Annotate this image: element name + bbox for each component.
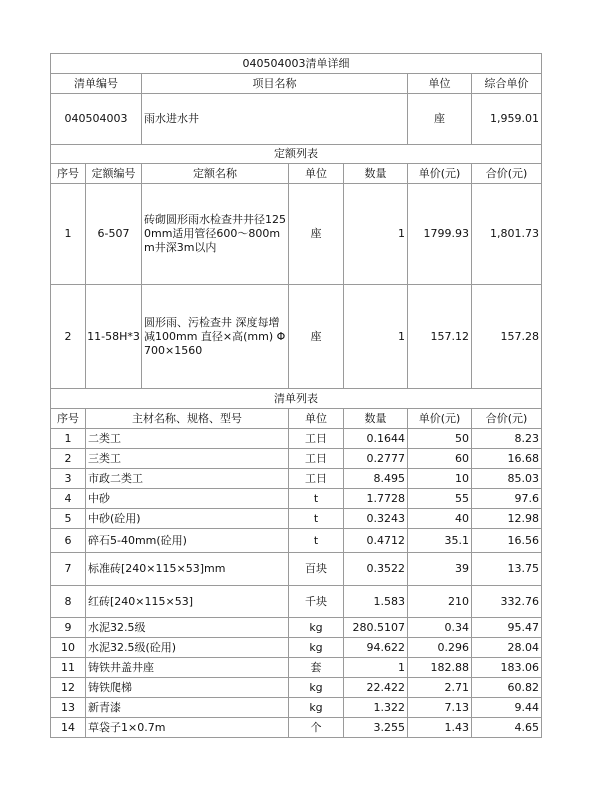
- quota-col-no: 序号: [51, 164, 86, 184]
- quota-qty: 1: [344, 184, 408, 285]
- mat-no: 9: [51, 618, 86, 638]
- mat-qty: 280.5107: [344, 618, 408, 638]
- mat-col-total: 合价(元): [472, 409, 542, 429]
- mat-name: 二类工: [86, 429, 289, 449]
- mat-unit: 千块: [289, 586, 344, 618]
- material-row: [51, 638, 542, 658]
- mat-qty: 8.495: [344, 469, 408, 489]
- mat-name: 水泥32.5级: [86, 618, 289, 638]
- materials-section-title: 清单列表: [51, 389, 542, 409]
- mat-price: 40: [408, 509, 472, 529]
- mat-col-no: 序号: [51, 409, 86, 429]
- material-row: [51, 698, 542, 718]
- mat-qty: 22.422: [344, 678, 408, 698]
- mat-qty: 1.583: [344, 586, 408, 618]
- bill-name: 雨水进水井: [142, 94, 408, 145]
- page-title: 040504003清单详细: [51, 54, 542, 74]
- quota-no: 2: [51, 285, 86, 389]
- mat-price: 50: [408, 429, 472, 449]
- mat-total: 85.03: [472, 469, 542, 489]
- mat-unit: 工日: [289, 429, 344, 449]
- mat-name: 中砂: [86, 489, 289, 509]
- mat-price: 35.1: [408, 529, 472, 553]
- quota-col-unit: 单位: [289, 164, 344, 184]
- mat-price: 1.43: [408, 718, 472, 738]
- mat-name: 水泥32.5级(砼用): [86, 638, 289, 658]
- quota-col-name: 定额名称: [142, 164, 289, 184]
- mat-no: 4: [51, 489, 86, 509]
- material-row: [51, 586, 542, 618]
- material-row: [51, 429, 542, 449]
- material-row: [51, 658, 542, 678]
- mat-no: 5: [51, 509, 86, 529]
- mat-no: 6: [51, 529, 86, 553]
- mat-total: 95.47: [472, 618, 542, 638]
- quota-no: 1: [51, 184, 86, 285]
- mat-no: 8: [51, 586, 86, 618]
- mat-qty: 3.255: [344, 718, 408, 738]
- quota-code: 11-58H*3: [86, 285, 142, 389]
- bill-unit: 座: [408, 94, 472, 145]
- material-row: [51, 718, 542, 738]
- quota-section-title: 定额列表: [51, 145, 542, 164]
- mat-unit: kg: [289, 698, 344, 718]
- quota-col-code: 定额编号: [86, 164, 142, 184]
- material-row: [51, 529, 542, 553]
- bill-price: 1,959.01: [472, 94, 542, 145]
- mat-price: 0.34: [408, 618, 472, 638]
- mat-total: 9.44: [472, 698, 542, 718]
- mat-unit: kg: [289, 618, 344, 638]
- mat-name: 铸铁爬梯: [86, 678, 289, 698]
- materials-section-row: [51, 389, 542, 409]
- material-row: [51, 678, 542, 698]
- mat-total: 28.04: [472, 638, 542, 658]
- mat-no: 2: [51, 449, 86, 469]
- mat-qty: 0.2777: [344, 449, 408, 469]
- mat-no: 3: [51, 469, 86, 489]
- mat-no: 12: [51, 678, 86, 698]
- mat-name: 市政二类工: [86, 469, 289, 489]
- quota-name: 砖砌圆形雨水检查井井径1250mm适用管径600～800mm井深3m以内: [142, 184, 289, 285]
- bill-code: 040504003: [51, 94, 142, 145]
- title-row: [51, 54, 542, 74]
- mat-no: 11: [51, 658, 86, 678]
- mat-name: 草袋子1×0.7m: [86, 718, 289, 738]
- mat-name: 中砂(砼用): [86, 509, 289, 529]
- quota-unit: 座: [289, 285, 344, 389]
- quota-code: 6-507: [86, 184, 142, 285]
- mat-unit: t: [289, 489, 344, 509]
- mat-no: 10: [51, 638, 86, 658]
- quota-row: [51, 184, 542, 285]
- mat-total: 97.6: [472, 489, 542, 509]
- material-row: [51, 509, 542, 529]
- mat-price: 182.88: [408, 658, 472, 678]
- mat-unit: kg: [289, 678, 344, 698]
- mat-unit: t: [289, 529, 344, 553]
- mat-price: 10: [408, 469, 472, 489]
- bill-detail-table: [50, 53, 542, 738]
- quota-section-row: [51, 145, 542, 164]
- mat-total: 16.68: [472, 449, 542, 469]
- mat-name: 铸铁井盖井座: [86, 658, 289, 678]
- mat-total: 13.75: [472, 553, 542, 586]
- mat-unit: 个: [289, 718, 344, 738]
- quota-total: 1,801.73: [472, 184, 542, 285]
- mat-qty: 94.622: [344, 638, 408, 658]
- quota-col-total: 合价(元): [472, 164, 542, 184]
- mat-unit: t: [289, 509, 344, 529]
- quota-unit: 座: [289, 184, 344, 285]
- mat-total: 183.06: [472, 658, 542, 678]
- mat-qty: 0.1644: [344, 429, 408, 449]
- mat-price: 60: [408, 449, 472, 469]
- quota-price: 1799.93: [408, 184, 472, 285]
- mat-qty: 1.322: [344, 698, 408, 718]
- mat-name: 碎石5-40mm(砼用): [86, 529, 289, 553]
- mat-total: 8.23: [472, 429, 542, 449]
- mat-qty: 0.3522: [344, 553, 408, 586]
- mat-no: 14: [51, 718, 86, 738]
- mat-name: 标准砖[240×115×53]mm: [86, 553, 289, 586]
- mat-no: 7: [51, 553, 86, 586]
- mat-name: 红砖[240×115×53]: [86, 586, 289, 618]
- bill-header-row: [51, 74, 542, 94]
- quota-total: 157.28: [472, 285, 542, 389]
- mat-price: 55: [408, 489, 472, 509]
- mat-qty: 0.4712: [344, 529, 408, 553]
- mat-total: 4.65: [472, 718, 542, 738]
- mat-col-name: 主材名称、规格、型号: [86, 409, 289, 429]
- mat-unit: 工日: [289, 449, 344, 469]
- mat-price: 2.71: [408, 678, 472, 698]
- material-row: [51, 469, 542, 489]
- mat-col-price: 单价(元): [408, 409, 472, 429]
- quota-price: 157.12: [408, 285, 472, 389]
- mat-unit: 套: [289, 658, 344, 678]
- col-unit-price: 综合单价: [472, 74, 542, 94]
- bill-row: [51, 94, 542, 145]
- mat-total: 332.76: [472, 586, 542, 618]
- material-row: [51, 553, 542, 586]
- mat-col-qty: 数量: [344, 409, 408, 429]
- material-row: [51, 449, 542, 469]
- quota-header-row: [51, 164, 542, 184]
- mat-col-unit: 单位: [289, 409, 344, 429]
- mat-price: 210: [408, 586, 472, 618]
- mat-total: 16.56: [472, 529, 542, 553]
- mat-no: 13: [51, 698, 86, 718]
- mat-price: 7.13: [408, 698, 472, 718]
- quota-col-qty: 数量: [344, 164, 408, 184]
- quota-name: 圆形雨、污检查井 深度每增减100mm 直径×高(mm) Φ700×1560: [142, 285, 289, 389]
- quota-col-price: 单价(元): [408, 164, 472, 184]
- mat-no: 1: [51, 429, 86, 449]
- col-item-name: 项目名称: [142, 74, 408, 94]
- mat-unit: 百块: [289, 553, 344, 586]
- mat-qty: 0.3243: [344, 509, 408, 529]
- material-row: [51, 489, 542, 509]
- mat-total: 60.82: [472, 678, 542, 698]
- quota-qty: 1: [344, 285, 408, 389]
- mat-price: 39: [408, 553, 472, 586]
- mat-name: 三类工: [86, 449, 289, 469]
- material-row: [51, 618, 542, 638]
- mat-qty: 1.7728: [344, 489, 408, 509]
- col-unit: 单位: [408, 74, 472, 94]
- mat-name: 新青漆: [86, 698, 289, 718]
- mat-price: 0.296: [408, 638, 472, 658]
- col-bill-code: 清单编号: [51, 74, 142, 94]
- materials-header-row: [51, 409, 542, 429]
- mat-qty: 1: [344, 658, 408, 678]
- mat-total: 12.98: [472, 509, 542, 529]
- mat-unit: kg: [289, 638, 344, 658]
- mat-unit: 工日: [289, 469, 344, 489]
- quota-row: [51, 285, 542, 389]
